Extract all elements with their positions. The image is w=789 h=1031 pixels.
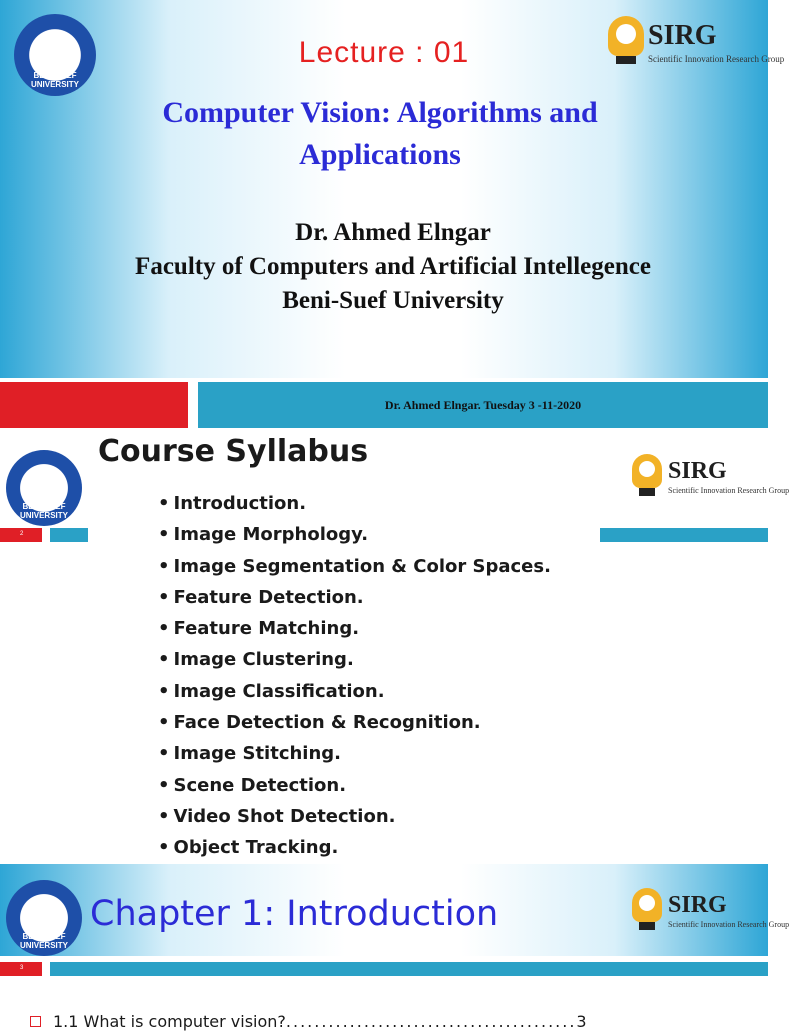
divider-blue <box>50 962 768 976</box>
syllabus-title: Course Syllabus <box>98 434 369 469</box>
footer-red-bar <box>0 382 188 428</box>
list-item: • Image Morphology. <box>158 519 551 550</box>
sirg-logo <box>632 888 789 944</box>
sirg-logo-name: SIRG <box>668 458 727 484</box>
university-logo-text: BENI-SUEF UNIVERSITY <box>30 71 79 90</box>
list-item: • Introduction. <box>158 488 551 519</box>
divider-blue-right <box>600 528 768 542</box>
sirg-logo-name: SIRG <box>668 892 727 918</box>
list-item: • Feature Matching. <box>158 613 551 644</box>
list-item: • Face Detection & Recognition. <box>158 707 551 738</box>
sirg-logo-subtitle: Scientific Innovation Research Group <box>668 486 789 495</box>
sirg-logo-name: SIRG <box>648 20 717 51</box>
lightbulb-icon <box>632 454 662 488</box>
author-name: Dr. Ahmed Elngar <box>295 219 491 246</box>
faculty-name: Faculty of Computers and Artificial Intellegence <box>135 253 651 280</box>
university-name: Beni-Suef University <box>282 287 504 314</box>
checkbox-bullet-icon <box>30 1016 41 1027</box>
list-item: • Image Segmentation & Color Spaces. <box>158 551 551 582</box>
page-number: 2 <box>20 531 24 537</box>
list-item: • Object Tracking. <box>158 832 551 863</box>
toc-leader-dots: ......................................... <box>285 1012 577 1031</box>
list-item: • Image Clustering. <box>158 644 551 675</box>
footer-text: Dr. Ahmed Elngar. Tuesday 3 -11-2020 <box>384 398 582 412</box>
lightbulb-icon <box>632 888 662 922</box>
author-block <box>0 216 786 318</box>
lecture-number: Lecture : 01 <box>298 36 470 69</box>
list-item: • Image Stitching. <box>158 738 551 769</box>
sirg-logo-subtitle: Scientific Innovation Research Group <box>668 920 789 929</box>
chapter-title: Chapter 1: Introduction <box>90 894 499 934</box>
list-item: • Image Classification. <box>158 676 551 707</box>
sirg-logo-subtitle: Scientific Innovation Research Group <box>648 54 785 64</box>
sirg-logo <box>632 454 789 510</box>
list-item: • Video Shot Detection. <box>158 801 551 832</box>
toc-entry-page: 3 <box>576 1012 587 1031</box>
toc-entry-text: 1.1 What is computer vision? <box>53 1012 286 1031</box>
slide-title <box>0 0 785 432</box>
university-logo-text: BENI-SUEF UNIVERSITY <box>19 931 68 950</box>
page-indicator-red <box>0 962 42 976</box>
slide-chapter <box>0 864 789 1031</box>
page-number: 3 <box>20 965 24 971</box>
list-item: • Scene Detection. <box>158 770 551 801</box>
syllabus-list <box>158 488 551 864</box>
slide-syllabus <box>0 432 789 864</box>
divider-blue-left <box>50 528 88 542</box>
toc-entry <box>30 1012 587 1031</box>
university-logo <box>6 880 82 956</box>
university-logo <box>6 450 82 526</box>
course-title: Computer Vision: Algorithms and Applications <box>162 96 598 171</box>
page-indicator-red <box>0 528 42 542</box>
university-logo-text: BENI-SUEF UNIVERSITY <box>19 501 68 520</box>
list-item: • Feature Detection. <box>158 582 551 613</box>
